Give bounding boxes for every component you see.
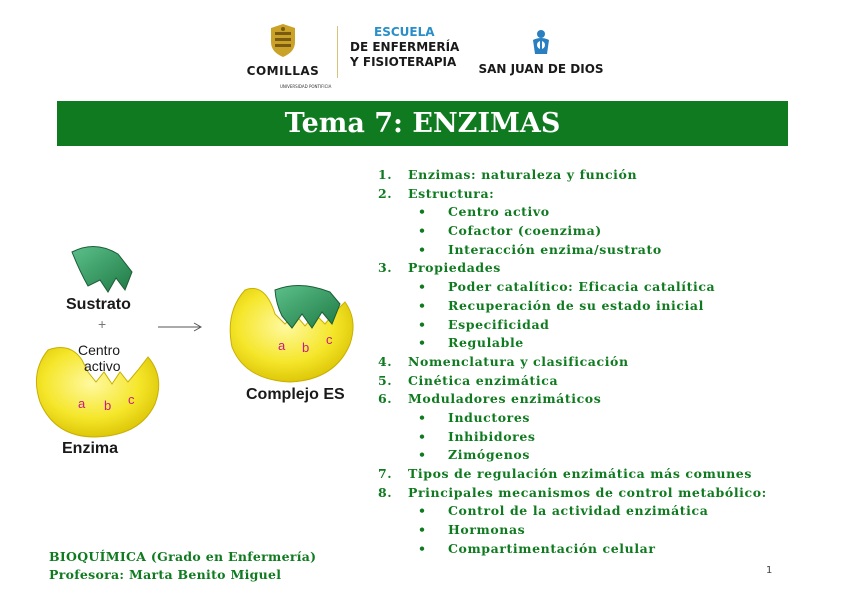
outline-subitem-text: Poder catalítico: Eficacia catalítica <box>448 279 716 295</box>
title-bar <box>57 101 788 146</box>
bullet-icon: • <box>418 279 427 295</box>
header-divider <box>337 26 338 78</box>
sanjuan-emblem-icon <box>527 28 555 56</box>
outline-item-number: 1. <box>378 167 393 182</box>
outline-item-number: 8. <box>378 484 393 500</box>
outline-item-text: Moduladores enzimáticos <box>408 391 602 407</box>
professor-name: Profesora: Marta Benito Miguel <box>49 567 282 582</box>
outline-item <box>378 372 818 391</box>
comillas-subtitle: UNIVERSIDAD PONTIFICIA <box>280 84 332 89</box>
outline-subitem <box>378 241 818 260</box>
site-b: b <box>104 398 112 413</box>
outline-item-text: Propiedades <box>408 260 501 276</box>
bullet-icon: • <box>418 223 427 239</box>
outline-subitem <box>378 278 818 297</box>
bullet-icon: • <box>418 428 427 444</box>
course-name: BIOQUÍMICA (Grado en Enfermería) <box>49 549 317 564</box>
footer <box>49 548 316 584</box>
outline-subitem-text: Especificidad <box>448 316 550 332</box>
outline-subitem <box>378 316 818 335</box>
outline-item <box>378 390 818 409</box>
outline-item-text: Tipos de regulación enzimática más comunes <box>408 466 752 481</box>
outline-subitem-text: Recuperación de su estado inicial <box>448 297 704 313</box>
escuela-line2: DE ENFERMERÍA <box>350 40 460 54</box>
substrate-shape <box>72 246 132 292</box>
diagram-graphics <box>0 232 370 472</box>
bullet-icon: • <box>418 335 427 351</box>
outline-subitem <box>378 297 818 316</box>
outline-item-text: Cinética enzimática <box>408 372 559 388</box>
sanjuan-name: SAN JUAN DE DIOS <box>478 62 604 76</box>
outline-item <box>378 185 818 204</box>
outline-subitem <box>378 222 818 241</box>
site-a: a <box>78 396 86 411</box>
outline-item-number: 4. <box>378 353 393 369</box>
complex-site-a: a <box>278 338 286 353</box>
outline-subitem <box>378 540 818 559</box>
bullet-icon: • <box>418 540 427 556</box>
complex-site-c: c <box>326 332 333 347</box>
outline-subitem-text: Zimógenos <box>448 447 530 463</box>
escuela-line1: ESCUELA <box>374 25 435 39</box>
comillas-crest-icon <box>263 24 303 58</box>
bullet-icon: • <box>418 241 427 257</box>
outline-subitem <box>378 334 818 353</box>
outline-item <box>378 465 818 484</box>
outline-subitem-text: Centro activo <box>448 204 550 220</box>
outline-item <box>378 353 818 372</box>
outline-subitem-text: Compartimentación celular <box>448 540 656 556</box>
outline-subitem <box>378 446 818 465</box>
outline-item-text: Estructura: <box>408 185 495 201</box>
complex-substrate-shape <box>275 285 340 328</box>
sustrato-label: Sustrato <box>66 296 131 313</box>
sanjuan-logo <box>477 28 605 76</box>
centro-label: Centro <box>78 342 121 358</box>
outline-item-number: 2. <box>378 185 393 201</box>
outline-subitem-text: Regulable <box>448 335 524 351</box>
outline-item-text: Nomenclatura y clasificación <box>408 353 629 369</box>
outline-item-number: 6. <box>378 391 393 407</box>
topic-outline <box>378 166 818 558</box>
bullet-icon: • <box>418 522 427 538</box>
outline-subitem-text: Control de la actividad enzimática <box>448 503 709 519</box>
escuela-logo <box>350 25 475 70</box>
bullet-icon: • <box>418 503 427 519</box>
outline-subitem <box>378 203 818 222</box>
outline-item-text: Enzimas: naturaleza y función <box>408 167 638 182</box>
outline-item-text: Principales mecanismos de control metabólico: <box>408 484 767 500</box>
bullet-icon: • <box>418 316 427 332</box>
comillas-name: COMILLAS <box>246 64 320 78</box>
outline-item <box>378 166 818 185</box>
outline-subitem <box>378 502 818 521</box>
enzima-label: Enzima <box>62 440 119 457</box>
outline-subitem-text: Hormonas <box>448 522 526 538</box>
outline-subitem <box>378 428 818 447</box>
bullet-icon: • <box>418 409 427 425</box>
outline-subitem-text: Inhibidores <box>448 428 536 444</box>
outline-item-number: 5. <box>378 372 393 388</box>
outline-item-number: 3. <box>378 260 393 276</box>
outline-item <box>378 484 818 503</box>
bullet-icon: • <box>418 447 427 463</box>
comillas-logo <box>240 24 332 94</box>
outline-subitem-text: Cofactor (coenzima) <box>448 223 602 239</box>
page-title: Tema 7: ENZIMAS <box>284 108 561 139</box>
bullet-icon: • <box>418 204 427 220</box>
activo-label: activo <box>84 358 121 374</box>
outline-subitem-text: Inductores <box>448 409 531 425</box>
outline-subitem <box>378 521 818 540</box>
outline-item-number: 7. <box>378 466 393 481</box>
bullet-icon: • <box>418 297 427 313</box>
outline-subitem <box>378 409 818 428</box>
page-number: 1 <box>766 565 773 576</box>
outline-item <box>378 259 818 278</box>
plus-sign: + <box>98 316 107 332</box>
site-c: c <box>128 392 135 407</box>
complex-site-b: b <box>302 340 310 355</box>
escuela-line3: Y FISIOTERAPIA <box>350 55 457 69</box>
outline-subitem-text: Interacción enzima/sustrato <box>448 241 662 257</box>
enzyme-substrate-diagram <box>0 232 370 472</box>
complejo-es-label: Complejo ES <box>246 386 345 403</box>
